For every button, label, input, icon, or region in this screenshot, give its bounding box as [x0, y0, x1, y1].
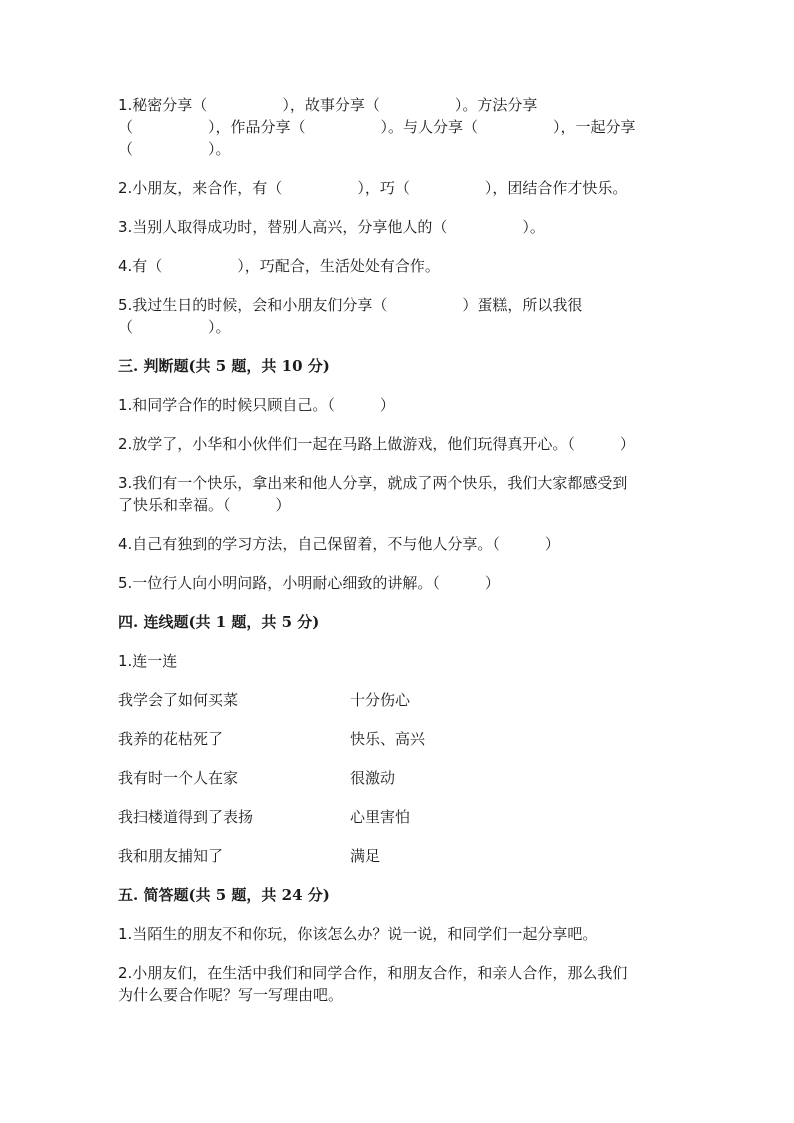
fill-question-4	[118, 255, 678, 277]
question-text: 1.和同学合作的时候只顾自己。（ ）	[118, 396, 395, 414]
match-right-item: 快乐、高兴	[350, 730, 426, 748]
fill-question-1	[118, 94, 678, 160]
question-text: 1.秘密分享（ ），故事分享（ ）。方法分享	[118, 96, 538, 114]
question-text: 4.有（ ），巧配合，生活处处有合作。	[118, 257, 440, 275]
question-text: 5.我过生日的时候，会和小朋友们分享（ ）蛋糕，所以我很	[118, 296, 583, 314]
match-left-item: 我扫楼道得到了表扬	[118, 808, 254, 826]
fill-question-3	[118, 216, 678, 238]
match-left-item: 我学会了如何买菜	[118, 691, 239, 709]
match-row	[118, 689, 678, 711]
match-question-1	[118, 650, 678, 672]
exam-page	[118, 94, 678, 1023]
section-heading-match: 四. 连线题(共 1 题，共 5 分)	[118, 613, 320, 631]
match-right-item: 满足	[350, 847, 381, 865]
question-text: 1.当陌生的朋友不和你玩，你该怎么办？说一说，和同学们一起分享吧。	[118, 925, 598, 943]
match-row	[118, 728, 678, 750]
question-text: （ ）。	[118, 318, 231, 336]
judge-question-3	[118, 472, 678, 516]
section-heading-short-answer: 五. 简答题(共 5 题，共 24 分)	[118, 886, 330, 904]
match-row	[118, 845, 678, 867]
question-text: 2.小朋友们，在生活中我们和同学合作，和朋友合作，和亲人合作，那么我们	[118, 964, 628, 982]
match-left-item: 我养的花枯死了	[118, 730, 224, 748]
section-heading-judge: 三. 判断题(共 5 题，共 10 分)	[118, 357, 330, 375]
question-text: 3.当别人取得成功时，替别人高兴，分享他人的（ ）。	[118, 218, 545, 236]
judge-question-2	[118, 433, 678, 455]
question-text: 为什么要合作呢？写一写理由吧。	[118, 986, 344, 1004]
match-right-item: 心里害怕	[350, 808, 411, 826]
match-left-item: 我和朋友捕知了	[118, 847, 224, 865]
question-text: （ ）。	[118, 140, 231, 158]
judge-question-1	[118, 394, 678, 416]
question-text: 1.连一连	[118, 652, 178, 670]
judge-question-4	[118, 533, 678, 555]
fill-question-2	[118, 177, 678, 199]
question-text: （ ），作品分享（ ）。与人分享（ ），一起分享	[118, 118, 636, 136]
fill-question-5	[118, 294, 678, 338]
question-text: 2.放学了，小华和小伙伴们一起在马路上做游戏，他们玩得真开心。（ ）	[118, 435, 635, 453]
question-text: 3.我们有一个快乐，拿出来和他人分享，就成了两个快乐，我们大家都感受到	[118, 474, 628, 492]
short-answer-question-1	[118, 923, 678, 945]
match-row	[118, 767, 678, 789]
short-answer-question-2	[118, 962, 678, 1006]
question-text: 了快乐和幸福。（ ）	[118, 496, 291, 514]
question-text: 4.自己有独到的学习方法，自己保留着，不与他人分享。（ ）	[118, 535, 560, 553]
match-row	[118, 806, 678, 828]
match-right-item: 很激动	[350, 769, 396, 787]
judge-question-5	[118, 572, 678, 594]
question-text: 5.一位行人向小明问路，小明耐心细致的讲解。（ ）	[118, 574, 500, 592]
match-right-item: 十分伤心	[350, 691, 411, 709]
match-left-item: 我有时一个人在家	[118, 769, 239, 787]
question-text: 2.小朋友，来合作，有（ ），巧（ ），团结合作才快乐。	[118, 179, 628, 197]
